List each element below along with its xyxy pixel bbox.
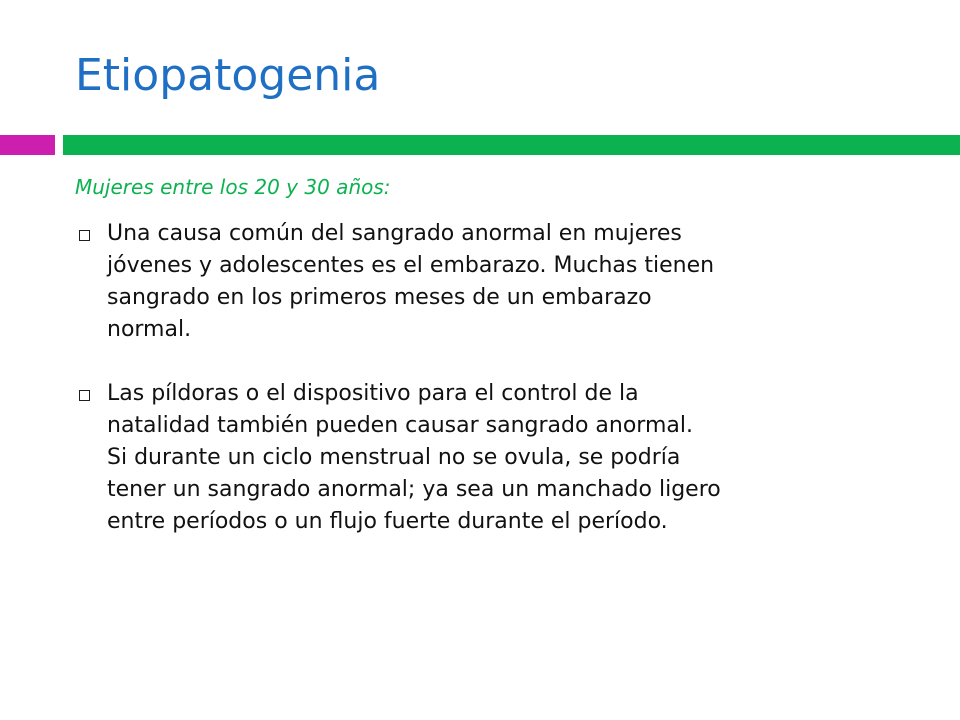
bullet-line: sangrado en los primeros meses de un embarazo xyxy=(107,285,652,310)
accent-bar-magenta xyxy=(0,135,55,155)
subheading: Mujeres entre los 20 y 30 años: xyxy=(75,175,391,199)
bullet-line: normal. xyxy=(107,317,192,342)
square-bullet-icon xyxy=(79,230,90,241)
bullet-line: entre períodos o un flujo fuerte durante el período. xyxy=(107,509,668,534)
slide-title: Etiopatogenia xyxy=(75,50,381,101)
bullet-list xyxy=(75,218,935,538)
bullet-item xyxy=(75,378,935,538)
bullet-line: Si durante un ciclo menstrual no se ovula, se podría xyxy=(107,445,681,470)
bullet-line: natalidad también pueden causar sangrado anormal. xyxy=(107,413,693,438)
bullet-line: jóvenes y adolescentes es el embarazo. Muchas tienen xyxy=(107,253,715,278)
slide-content xyxy=(75,173,935,538)
square-bullet-icon xyxy=(79,390,90,401)
bullet-item xyxy=(75,218,935,346)
bullet-line: tener un sangrado anormal; ya sea un manchado ligero xyxy=(107,477,721,502)
bullet-line: Las píldoras o el dispositivo para el control de la xyxy=(107,381,639,406)
accent-bar-green xyxy=(63,135,960,155)
bullet-line: Una causa común del sangrado anormal en mujeres xyxy=(107,221,682,246)
